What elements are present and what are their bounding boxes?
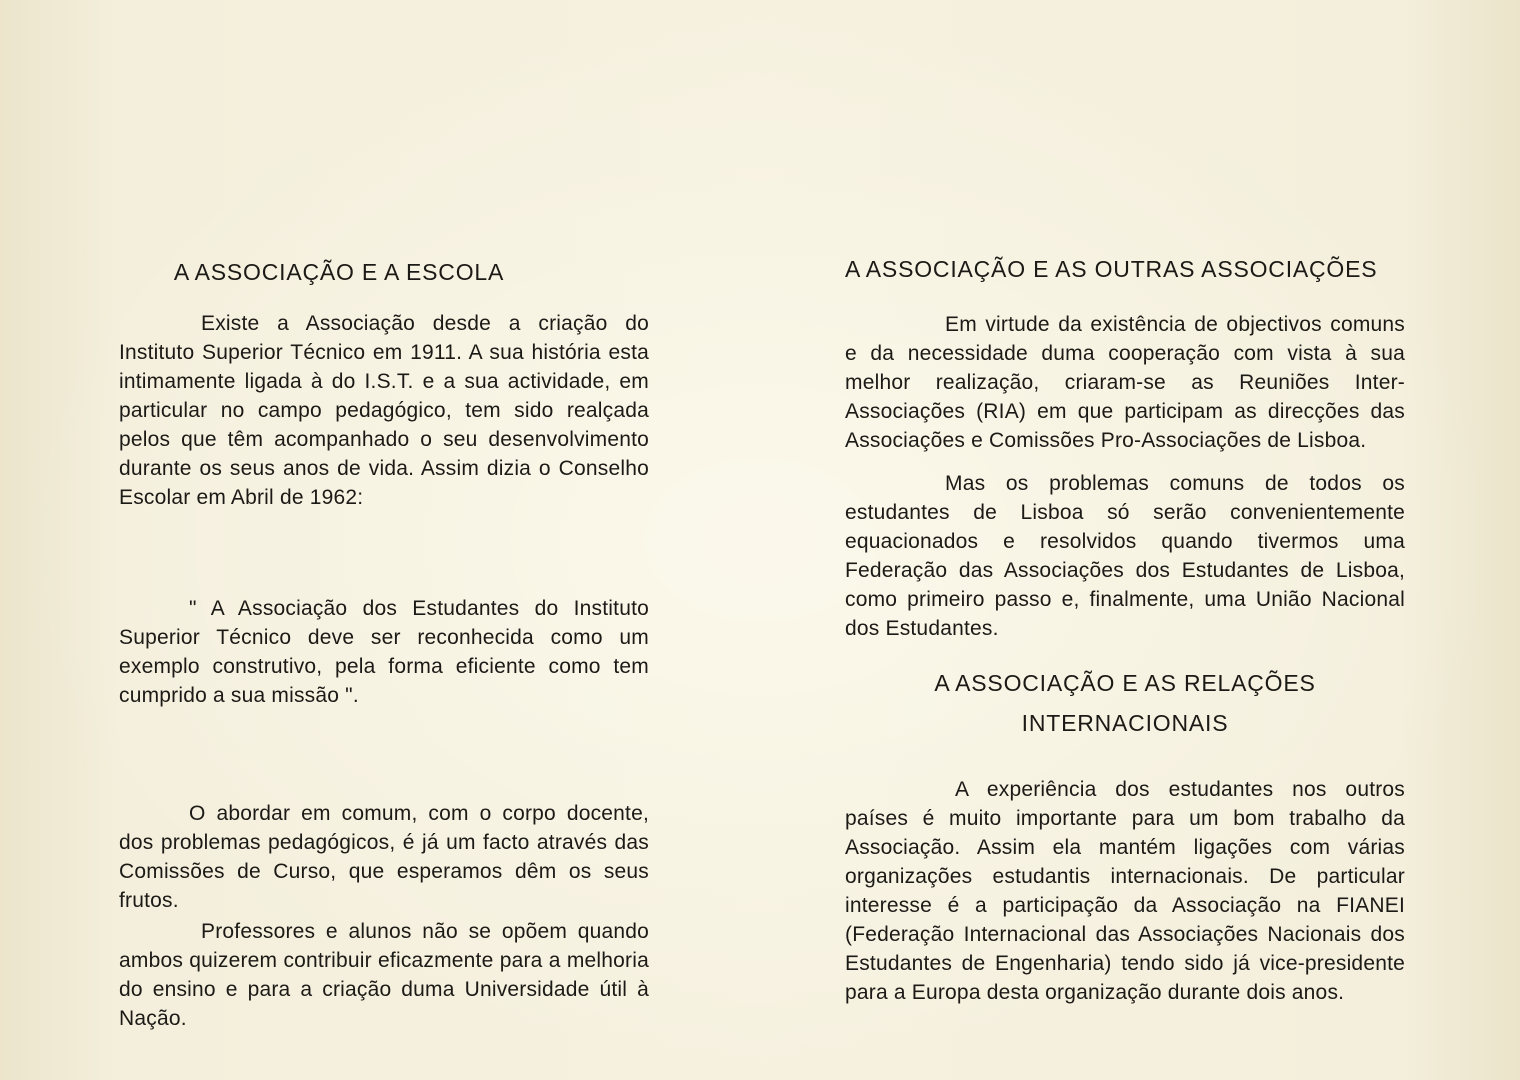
quote-conselho-escolar: " A Associação dos Estudantes do Instituto Superior Técnico deve ser reconhecida como um exemplo construtivo, pela forma eficiente como tem cumprido a sua missão ". (119, 597, 649, 707)
right-column (845, 255, 1405, 1007)
paragraph-fianei: A experiência dos estudantes nos outros países é muito importante para um bom trabalho da Associação. Assim ela mantém ligações com várias organizações estudantis internacionais. De particular interesse é a participação da Associação na FIANEI (Federação Internacional das Associações Nacionais dos Estudantes de Engenharia) tendo sido já vice-presidente para a Europa desta organização durante dois anos. (845, 778, 1405, 1004)
paragraph-professores: Professores e alunos não se opõem quando ambos quizerem contribuir eficazmente para a melhoria do ensino e para a criação duma Universidade útil à Nação. (119, 920, 649, 1030)
heading-line-2: INTERNACIONAIS (1021, 710, 1229, 736)
section-heading-escola: A ASSOCIAÇÃO E A ESCOLA (173, 259, 505, 285)
heading-line-1: A ASSOCIAÇÃO E AS RELAÇÕES (934, 670, 1316, 696)
left-column (119, 258, 649, 1033)
section-heading-internacionais (845, 663, 1405, 743)
paragraph-history: Existe a Associação desde a criação do Instituto Superior Técnico em 1911. A sua história esta intimamente ligada à do I.S.T. e a sua actividade, em particular no campo pedagógico, tem sido realçada pelos que têm acompanhado o seu desenvolvimento durante os seus anos de vida. Assim dizia o Conselho Escolar em Abril de 1962: (119, 312, 649, 509)
paragraph-ria: Em virtude da existência de objectivos comuns e da necessidade duma cooperação com vista à sua melhor realização, criaram-se as Reuniões Inter-Associações (RIA) em que participam as direcções das Associações e Comissões Pro-Associações de Lisboa. (845, 313, 1405, 452)
paragraph-comissoes: O abordar em comum, com o corpo docente, dos problemas pedagógicos, é já um facto através das Comissões de Curso, que esperamos dêm os seus frutos. (119, 802, 649, 912)
paragraph-federacao: Mas os problemas comuns de todos os estudantes de Lisboa só serão convenientemente equacionados e resolvidos quando tivermos uma Federação das Associações dos Estudantes de Lisboa, como primeiro passo e, finalmente, uma União Nacional dos Estudantes. (845, 472, 1405, 640)
section-heading-associacoes: A ASSOCIAÇÃO E AS OUTRAS ASSOCIAÇÕES (845, 256, 1378, 282)
